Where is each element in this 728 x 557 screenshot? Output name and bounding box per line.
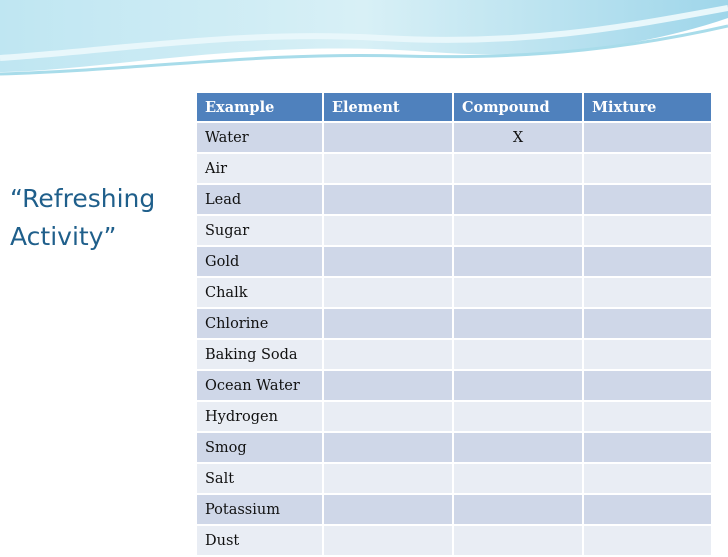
cell-mixture	[583, 215, 712, 246]
cell-example: Air	[196, 153, 323, 184]
cell-compound	[453, 432, 583, 463]
cell-compound	[453, 370, 583, 401]
header-element: Element	[323, 92, 453, 122]
cell-element	[323, 494, 453, 525]
cell-mixture	[583, 153, 712, 184]
cell-compound	[453, 277, 583, 308]
cell-example: Smog	[196, 432, 323, 463]
cell-element	[323, 463, 453, 494]
cell-mixture	[583, 401, 712, 432]
cell-mixture	[583, 370, 712, 401]
cell-compound	[453, 153, 583, 184]
cell-compound	[453, 463, 583, 494]
table-row	[196, 215, 712, 246]
header-example: Example	[196, 92, 323, 122]
cell-mixture	[583, 494, 712, 525]
cell-mixture	[583, 122, 712, 153]
table-row	[196, 246, 712, 277]
table-row	[196, 308, 712, 339]
cell-element	[323, 246, 453, 277]
table-row	[196, 339, 712, 370]
cell-mixture	[583, 339, 712, 370]
cell-example: Salt	[196, 463, 323, 494]
table-row	[196, 463, 712, 494]
cell-compound	[453, 339, 583, 370]
header-mixture: Mixture	[583, 92, 712, 122]
cell-compound	[453, 215, 583, 246]
cell-example: Chalk	[196, 277, 323, 308]
table-row	[196, 122, 712, 153]
cell-mixture	[583, 432, 712, 463]
header-compound: Compound	[453, 92, 583, 122]
cell-example: Chlorine	[196, 308, 323, 339]
cell-compound	[453, 184, 583, 215]
cell-mixture	[583, 246, 712, 277]
table-row	[196, 525, 712, 556]
cell-element	[323, 215, 453, 246]
cell-compound	[453, 525, 583, 556]
cell-example: Ocean Water	[196, 370, 323, 401]
table-row	[196, 494, 712, 525]
cell-compound	[453, 401, 583, 432]
cell-element	[323, 370, 453, 401]
cell-example: Water	[196, 122, 323, 153]
table-row	[196, 184, 712, 215]
decorative-wave-banner	[0, 0, 728, 90]
cell-mixture	[583, 308, 712, 339]
table-row	[196, 401, 712, 432]
cell-element	[323, 184, 453, 215]
cell-compound: X	[453, 122, 583, 153]
cell-mixture	[583, 184, 712, 215]
cell-example: Potassium	[196, 494, 323, 525]
cell-mixture	[583, 463, 712, 494]
classification-table	[195, 91, 713, 557]
cell-example: Baking Soda	[196, 339, 323, 370]
table-row	[196, 432, 712, 463]
cell-element	[323, 153, 453, 184]
cell-element	[323, 339, 453, 370]
cell-mixture	[583, 277, 712, 308]
cell-example: Dust	[196, 525, 323, 556]
cell-example: Lead	[196, 184, 323, 215]
cell-element	[323, 432, 453, 463]
cell-example: Sugar	[196, 215, 323, 246]
cell-mixture	[583, 525, 712, 556]
table-row	[196, 153, 712, 184]
cell-element	[323, 277, 453, 308]
cell-compound	[453, 246, 583, 277]
table-row	[196, 370, 712, 401]
cell-element	[323, 401, 453, 432]
cell-compound	[453, 308, 583, 339]
cell-example: Gold	[196, 246, 323, 277]
cell-example: Hydrogen	[196, 401, 323, 432]
cell-element	[323, 308, 453, 339]
table-header-row	[196, 92, 712, 122]
slide-title: “Refreshing Activity”	[10, 184, 156, 251]
table-row	[196, 277, 712, 308]
cell-compound	[453, 494, 583, 525]
cell-element	[323, 122, 453, 153]
cell-element	[323, 525, 453, 556]
